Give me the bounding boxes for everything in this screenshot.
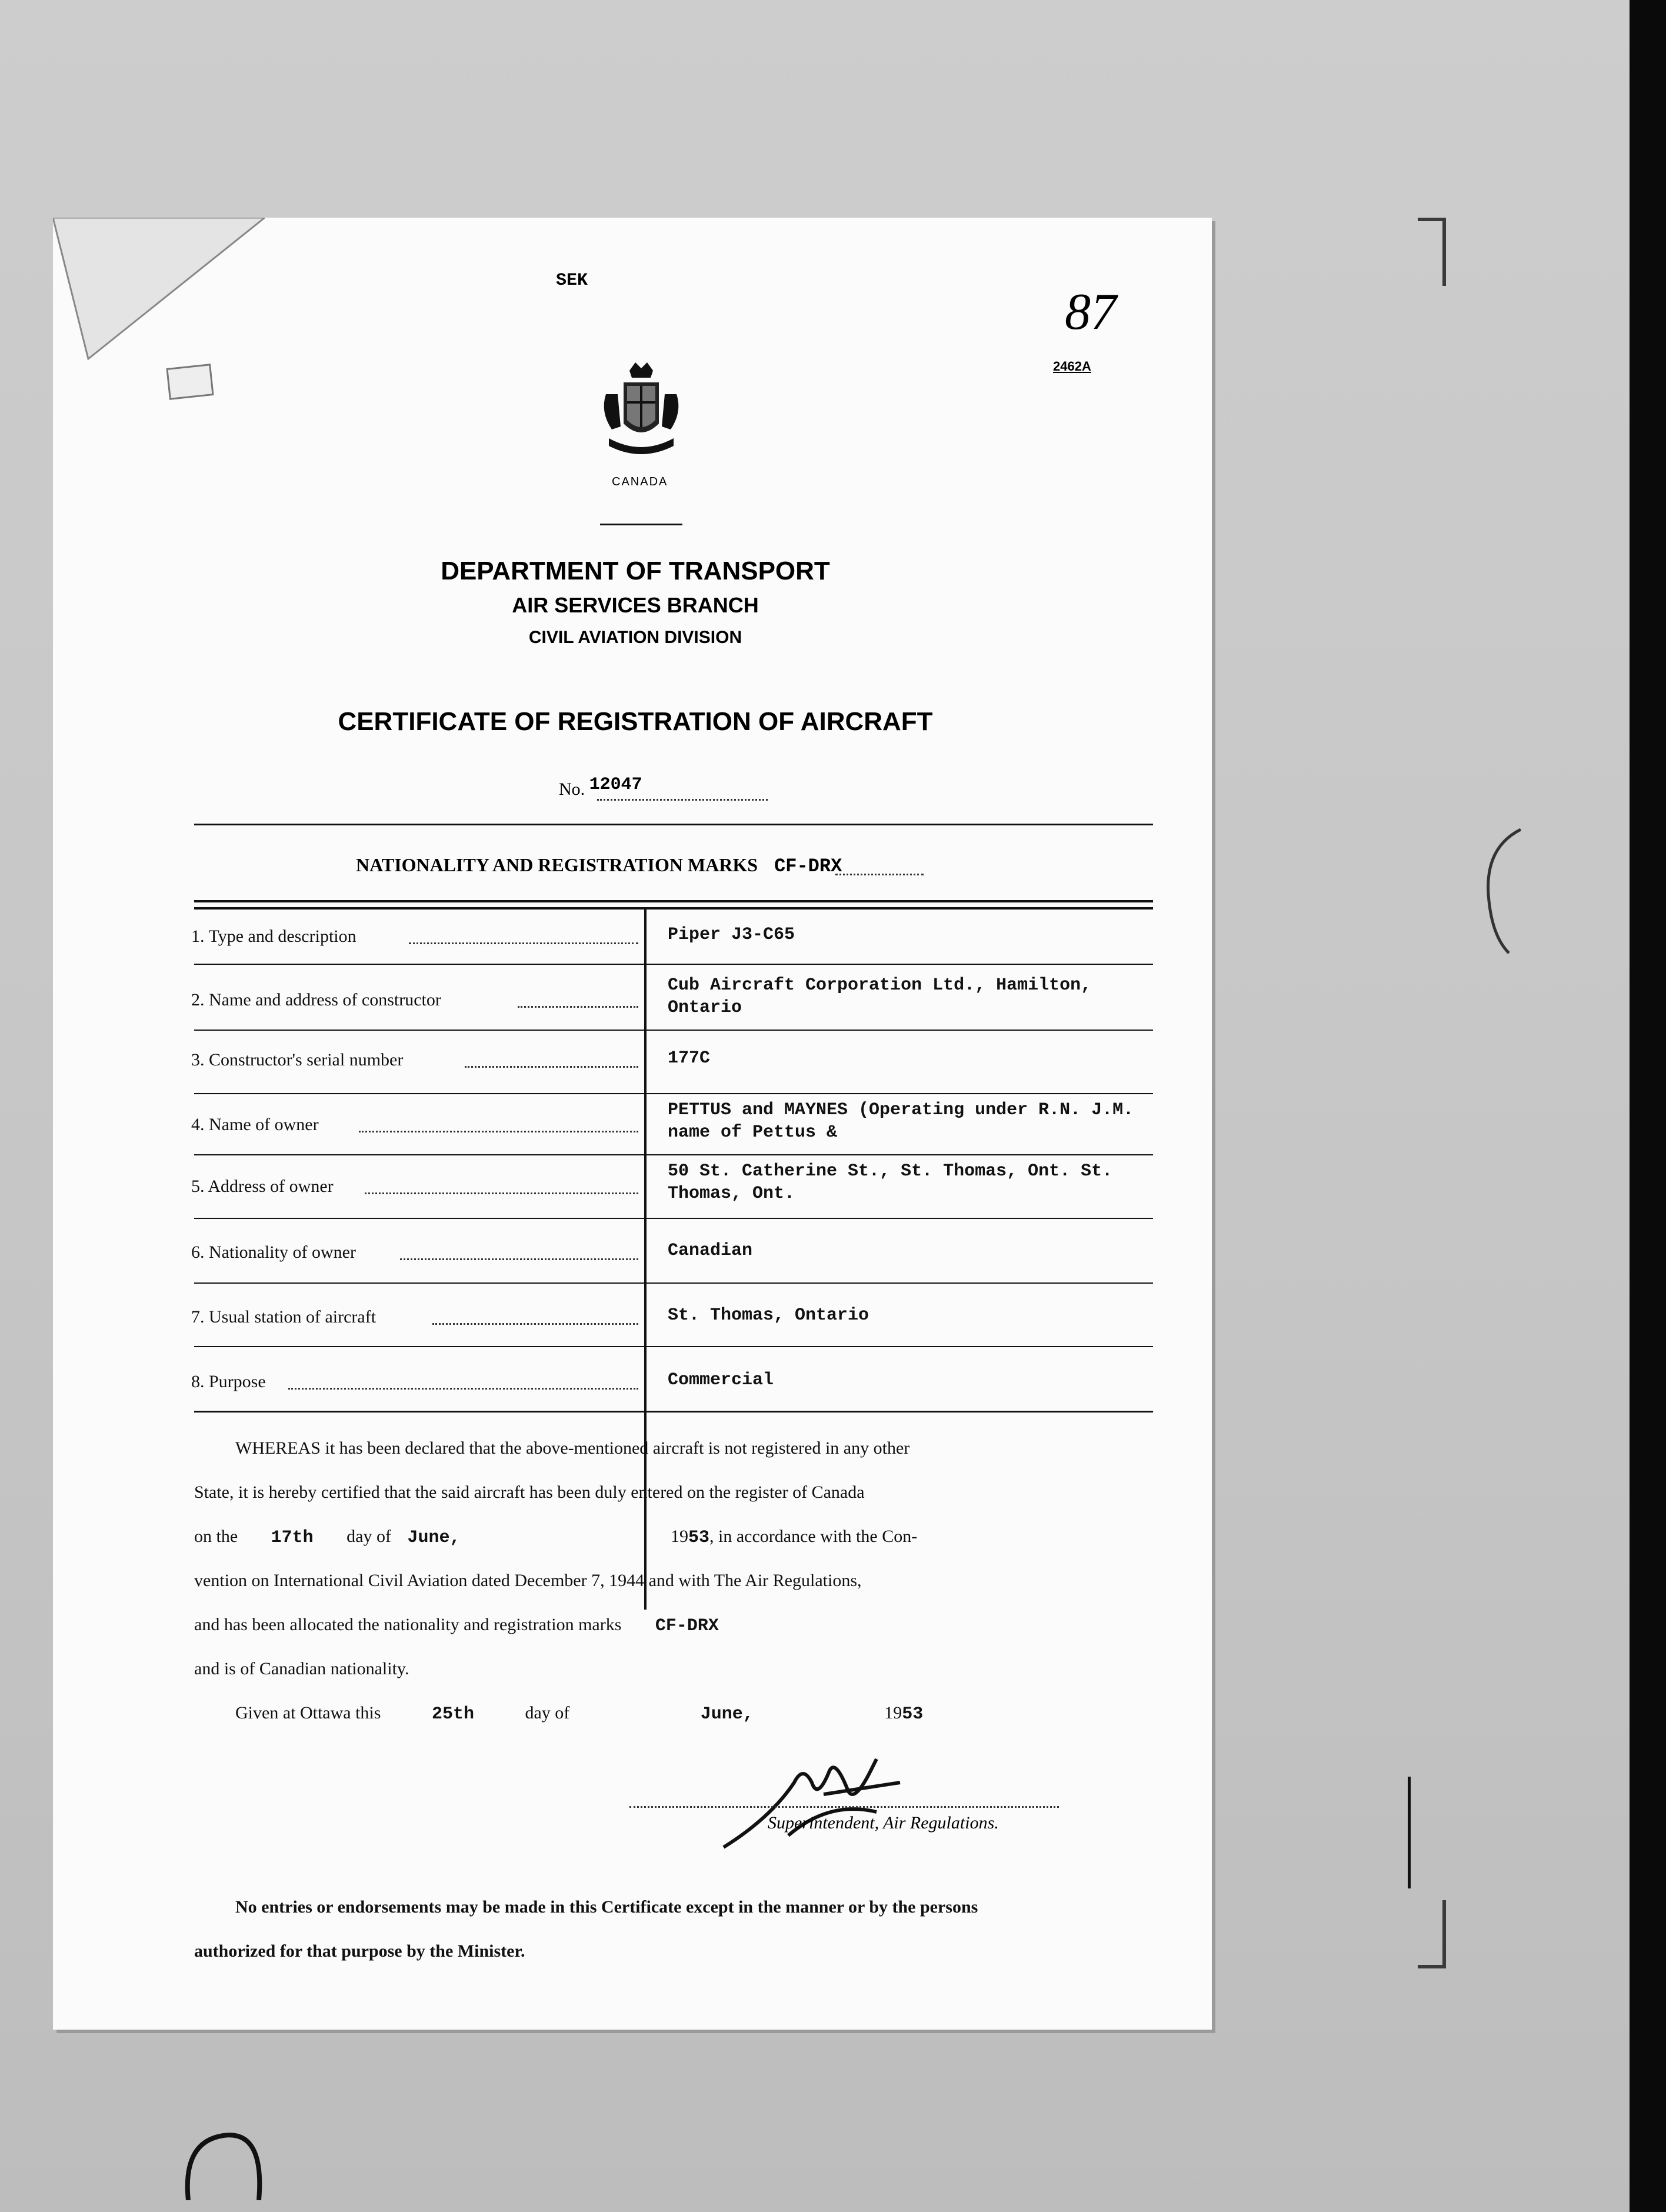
field-label: 8. Purpose [191, 1372, 266, 1391]
crest-rule [600, 524, 682, 525]
field-dots [400, 1258, 638, 1260]
marks-label: NATIONALITY AND REGISTRATION MARKS [356, 854, 758, 875]
given-at-line [235, 1703, 1165, 1724]
table-top-double-rule-a [194, 900, 1153, 902]
crest-label: CANADA [612, 475, 668, 488]
field-label: 7. Usual station of aircraft [191, 1307, 376, 1327]
field-value: Canadian [668, 1241, 753, 1261]
given-day: 25th [431, 1704, 474, 1724]
field-value: PETTUS and MAYNES (Operating under R.N. J.M. name of Pettus & [668, 1100, 1134, 1142]
registered-year: 53 [688, 1528, 709, 1548]
signature-dots [629, 1806, 1059, 1808]
field-value: 50 St. Catherine St., St. Thomas, Ont. St. Thomas, Ont. [668, 1161, 1113, 1204]
given-century-label: 19 [884, 1703, 902, 1723]
field-value: Cub Aircraft Corporation Ltd., Hamilton, Ontario [668, 975, 1092, 1018]
given-at-label: Given at Ottawa this [235, 1703, 381, 1723]
statement-line: vention on International Civil Aviation dated December 7, 1944 and with The Air Regulations, [194, 1571, 862, 1590]
registration-marks: CF-DRX [774, 855, 842, 877]
scan-right-edge [1630, 0, 1666, 2212]
field-dots [359, 1131, 638, 1132]
field-value: Commercial [668, 1370, 774, 1390]
allocated-marks: CF-DRX [655, 1616, 719, 1636]
footer-note-line: No entries or endorsements may be made in this Certificate except in the manner or by the persons [235, 1897, 978, 1917]
allocated-marks-label: and has been allocated the nationality and registration marks [194, 1615, 622, 1634]
given-day-of-label: day of [525, 1703, 570, 1723]
field-label: 4. Name of owner [191, 1115, 319, 1134]
certificate-number: 12047 [589, 775, 642, 795]
row-rule [194, 1218, 1153, 1219]
scan-bottom-mark [176, 2118, 271, 2200]
row-rule [194, 1030, 1153, 1031]
department-heading: DEPARTMENT OF TRANSPORT [441, 557, 830, 585]
field-dots [365, 1192, 638, 1194]
century-label: 19 [670, 1527, 688, 1546]
signature-title: Superintendent, Air Regulations. [768, 1813, 999, 1833]
canada-coat-of-arms-emblem [594, 359, 688, 465]
statement-line: State, it is hereby certified that the said aircraft has been duly entered on the register of Canada [194, 1483, 865, 1502]
row-rule [194, 964, 1153, 965]
certificate-number-row [559, 775, 642, 801]
paper-tape-mark [166, 364, 214, 400]
field-value: St. Thomas, Ontario [668, 1305, 869, 1325]
field-label: 3. Constructor's serial number [191, 1050, 404, 1070]
no-label: No. [559, 779, 585, 799]
corner-code: SEK [556, 271, 588, 291]
branch-heading: AIR SERVICES BRANCH [512, 593, 759, 617]
field-value: 177C [668, 1048, 711, 1068]
field-dots [288, 1388, 638, 1390]
row-rule [194, 1093, 1153, 1094]
number-dots [597, 799, 768, 801]
marks-row [356, 854, 842, 877]
table-bottom-rule [194, 1411, 1153, 1413]
scan-curve-mark [1474, 824, 1527, 959]
division-heading: CIVIL AVIATION DIVISION [528, 628, 742, 647]
certificate-sheet [53, 218, 1212, 2030]
statement-continuation: , in accordance with the Con- [709, 1527, 918, 1546]
statement-line: and is of Canadian nationality. [194, 1659, 409, 1678]
corner-mark-top-right [1418, 218, 1446, 286]
field-label: 2. Name and address of constructor [191, 990, 441, 1010]
form-number: 2462A [1053, 359, 1091, 374]
field-value: Piper J3-C65 [668, 925, 795, 945]
row-rule [194, 1346, 1153, 1347]
corner-mark-bottom-right [1418, 1900, 1446, 1968]
field-dots [465, 1066, 638, 1068]
given-year: 53 [902, 1704, 924, 1724]
day-of-label: day of [346, 1527, 391, 1546]
statement-marks-line [194, 1615, 1159, 1636]
registered-day: 17th [271, 1528, 314, 1548]
column-divider [644, 910, 647, 1610]
row-rule [194, 1154, 1153, 1155]
folded-corner [53, 218, 265, 371]
handwritten-number: 87 [1065, 284, 1117, 341]
field-label: 1. Type and description [191, 927, 356, 946]
field-dots [518, 1006, 638, 1008]
footer-note-line: authorized for that purpose by the Minister. [194, 1941, 525, 1961]
table-top-double-rule-b [194, 907, 1153, 910]
top-rule [194, 824, 1153, 825]
statement-line: WHEREAS it has been declared that the above-mentioned aircraft is not registered in any other [235, 1438, 910, 1458]
scan-vertical-mark [1408, 1777, 1411, 1888]
certificate-title: CERTIFICATE OF REGISTRATION OF AIRCRAFT [338, 707, 933, 736]
marks-dots [835, 874, 924, 875]
field-dots [432, 1323, 638, 1325]
given-month: June, [700, 1704, 754, 1724]
registered-month: June, [407, 1528, 461, 1548]
on-the-label: on the [194, 1527, 238, 1546]
statement-date-line [194, 1527, 1159, 1548]
field-label: 6. Nationality of owner [191, 1242, 356, 1262]
field-dots [409, 942, 638, 944]
row-rule [194, 1282, 1153, 1284]
field-label: 5. Address of owner [191, 1177, 334, 1196]
